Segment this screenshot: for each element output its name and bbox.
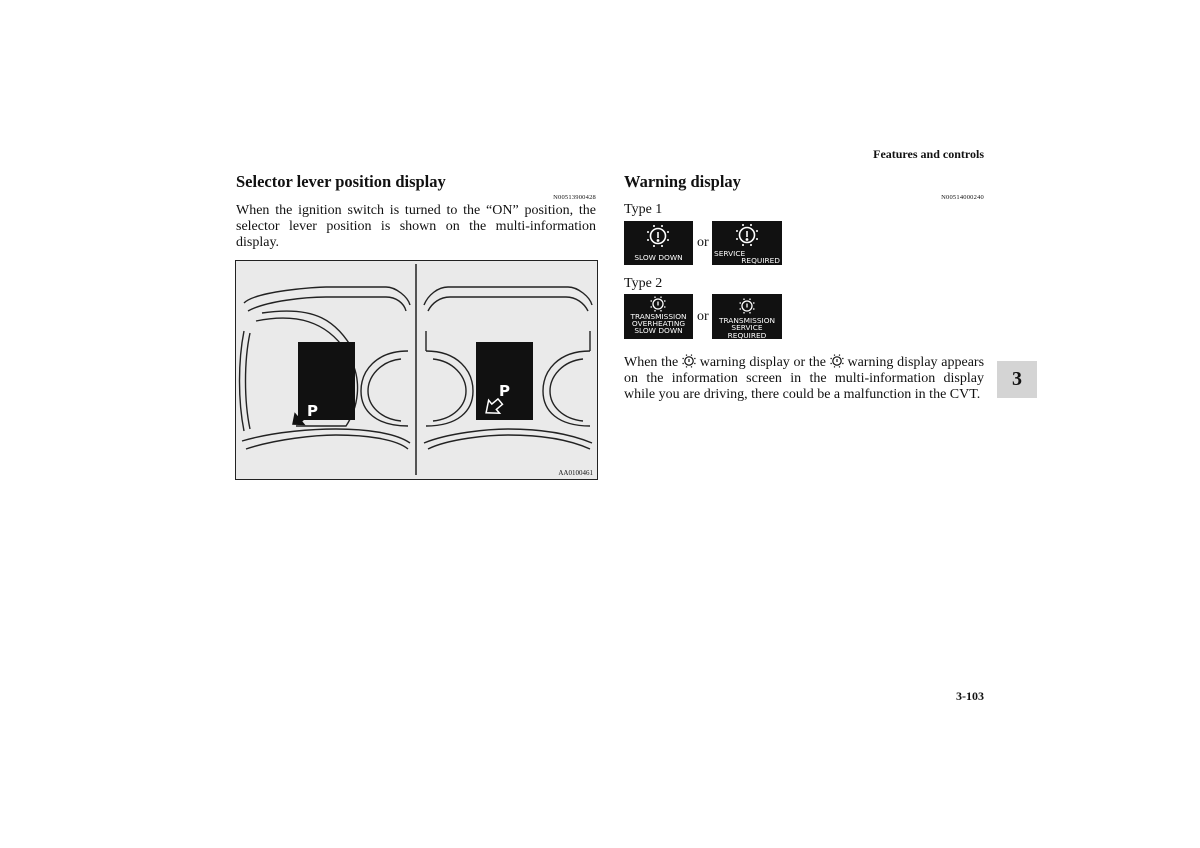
warning-paragraph-part1: When the	[624, 355, 679, 370]
type2-screen-a-line2: OVERHEATING	[631, 319, 686, 328]
type2-screen-a-line3: SLOW DOWN	[634, 326, 683, 335]
type1-screen-b-line2: REQUIRED	[741, 256, 780, 265]
type1-screen-b-line1: SERVICE	[714, 249, 746, 258]
warning-paragraph-part3: warning display appears on the information screen in the multi-information display while you are driving, there could be a malfunction in the CVT.	[624, 355, 985, 402]
selector-lever-title: Selector lever position display	[236, 172, 446, 191]
instrument-cluster-illustration	[236, 261, 597, 479]
type1-screen-a-caption: SLOW DOWN	[634, 253, 683, 262]
left-position-letter: P	[307, 402, 318, 420]
type1-label: Type 1	[624, 202, 663, 217]
section-header: Features and controls	[873, 147, 984, 161]
figure-code: AA0100461	[558, 469, 593, 477]
type2-screen-a-line1: TRANSMISSION	[630, 312, 687, 321]
transmission-warning-inline-icon	[682, 354, 696, 368]
chapter-tab: 3	[997, 361, 1037, 398]
service-warning-icon	[712, 221, 782, 251]
transmission-warning-icon	[624, 221, 693, 251]
page-number: 3-103	[956, 689, 984, 703]
type2-label: Type 2	[624, 276, 663, 291]
service-warning-inline-icon	[830, 354, 844, 368]
warning-paragraph	[624, 354, 984, 403]
right-position-letter: P	[499, 382, 510, 400]
type2-screen-b-line1: TRANSMISSION	[718, 316, 776, 325]
type2-overheating-screen	[624, 294, 693, 339]
type2-service-required-screen	[712, 294, 782, 339]
transmission-warning-icon-small	[624, 294, 693, 314]
type2-screen-b-line2: SERVICE REQUIRED	[727, 323, 767, 339]
right-ref-code: N00514000240	[941, 194, 984, 201]
type1-slow-down-screen	[624, 221, 693, 265]
left-ref-code: N00513900428	[553, 194, 596, 201]
right-display-panel	[476, 342, 533, 420]
service-warning-icon-small	[712, 294, 782, 316]
selector-lever-paragraph: When the ignition switch is turned to the “ON” position, the selector lever position is shown on the multi-information display.	[236, 203, 596, 250]
selector-lever-figure	[235, 260, 598, 480]
warning-paragraph-part2: warning display or the	[699, 355, 827, 370]
warning-display-title: Warning display	[624, 172, 741, 191]
type1-service-required-screen	[712, 221, 782, 265]
type2-or: or	[697, 309, 709, 324]
type1-or: or	[697, 235, 709, 250]
